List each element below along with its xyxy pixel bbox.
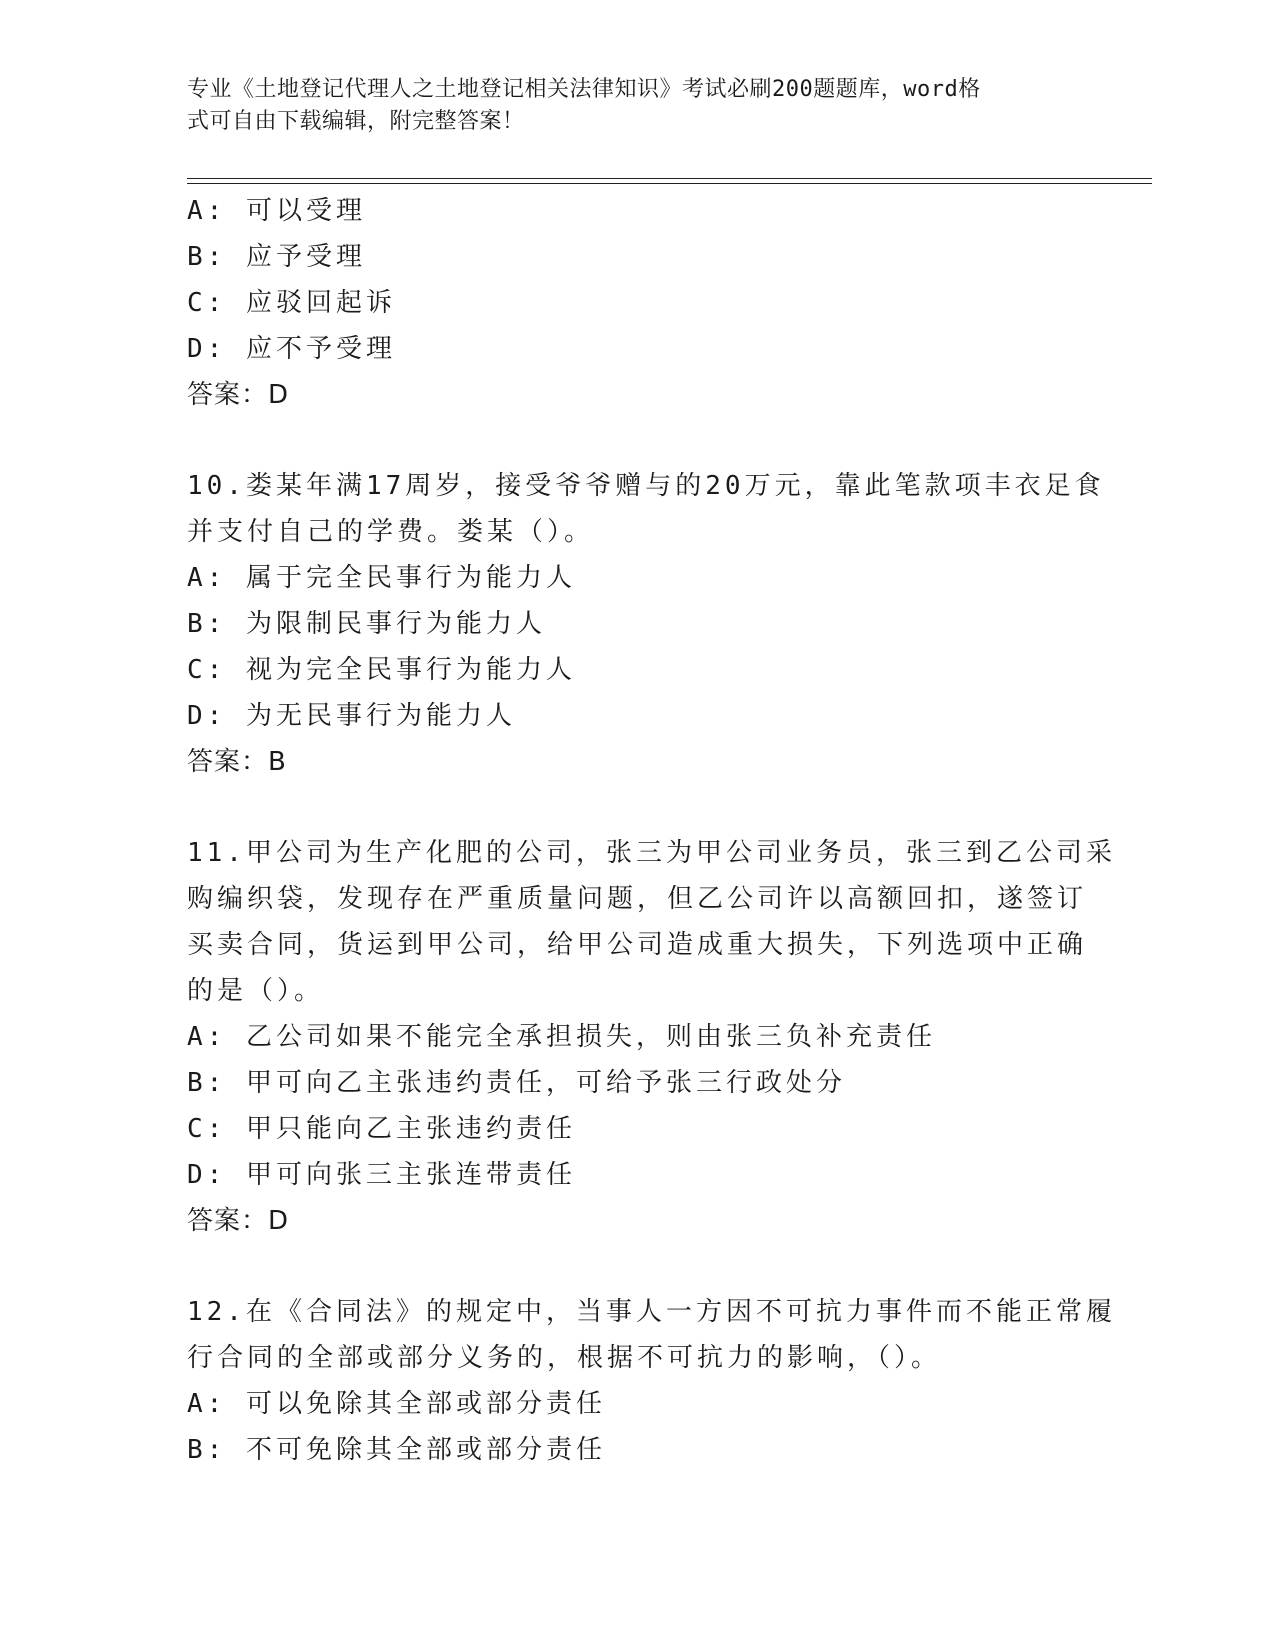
question-spacer [187, 785, 1087, 830]
question-stem-line: 11.甲公司为生产化肥的公司，张三为甲公司业务员，张三到乙公司采 [187, 838, 1116, 868]
question-spacer [187, 1244, 1087, 1289]
question-12 [187, 1289, 1116, 1473]
question-stem-line: 并支付自己的学费。娄某（）。 [187, 517, 595, 547]
option-d: D: 应不予受理 [187, 334, 396, 364]
option-b: B: 为限制民事行为能力人 [187, 609, 546, 639]
option-c: C: 甲只能向乙主张违约责任 [187, 1114, 576, 1144]
option-a: A: 可以免除其全部或部分责任 [187, 1389, 606, 1419]
document-header [187, 74, 1087, 138]
question-stem-line: 的是（）。 [187, 976, 325, 1006]
question-stem-line: 购编织袋，发现存在严重质量问题，但乙公司许以高额回扣，遂签订 [187, 884, 1088, 914]
option-d: D: 甲可向张三主张连带责任 [187, 1160, 576, 1190]
header-line-2: 式可自由下载编辑，附完整答案！ [187, 109, 525, 134]
question-10 [187, 463, 1105, 785]
question-spacer [187, 418, 1087, 463]
question-stem-line: 行合同的全部或部分义务的，根据不可抗力的影响，（）。 [187, 1343, 942, 1373]
question-stem-line: 12.在《合同法》的规定中，当事人一方因不可抗力事件而不能正常履 [187, 1297, 1116, 1327]
option-a: A: 属于完全民事行为能力人 [187, 563, 576, 593]
option-b: B: 甲可向乙主张违约责任，可给予张三行政处分 [187, 1068, 846, 1098]
question-11 [187, 830, 1116, 1244]
answer: 答案：D [187, 1206, 290, 1236]
option-b: B: 不可免除其全部或部分责任 [187, 1435, 606, 1465]
answer: 答案：D [187, 380, 290, 410]
option-c: C: 应驳回起诉 [187, 288, 396, 318]
option-d: D: 为无民事行为能力人 [187, 701, 516, 731]
question-list [187, 188, 1116, 1473]
answer: 答案：B [187, 747, 287, 777]
header-divider-bottom [187, 183, 1152, 184]
header-divider-top [187, 178, 1152, 179]
option-c: C: 视为完全民事行为能力人 [187, 655, 576, 685]
header-line-1: 专业《土地登记代理人之土地登记相关法律知识》考试必刷200题题库，word格 [187, 77, 981, 102]
option-b: B: 应予受理 [187, 242, 366, 272]
option-a: A: 可以受理 [187, 196, 366, 226]
option-a: A: 乙公司如果不能完全承担损失，则由张三负补充责任 [187, 1022, 936, 1052]
question-stem-line: 买卖合同，货运到甲公司，给甲公司造成重大损失，下列选项中正确 [187, 930, 1088, 960]
question-9 [187, 188, 1087, 418]
question-stem-line: 10.娄某年满17周岁，接受爷爷赠与的20万元，靠此笔款项丰衣足食 [187, 471, 1105, 501]
